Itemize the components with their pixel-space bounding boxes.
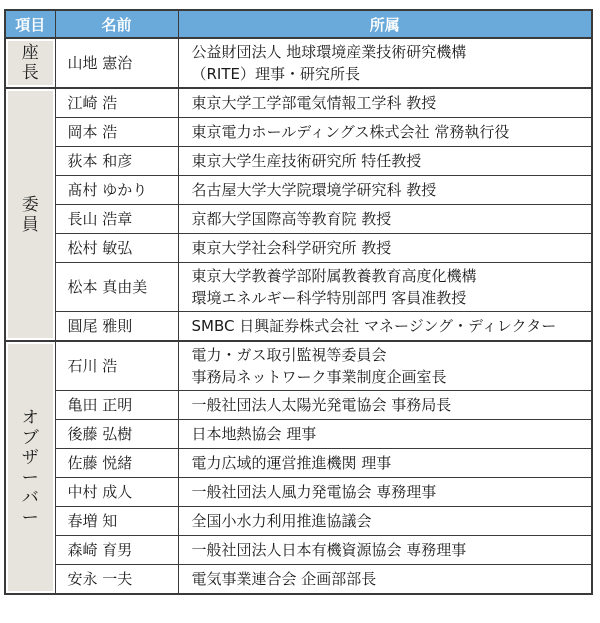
member-name: 石川 浩 [55,341,178,391]
table-row [5,391,592,420]
member-affiliation: 東京電力ホールディングス株式会社 常務執行役 [178,118,592,147]
table-row [5,478,592,507]
member-affiliation: 全国小水力利用推進協議会 [178,507,592,536]
member-name: 亀田 正明 [55,391,178,420]
member-name: 松村 敏弘 [55,234,178,263]
member-affiliation: 一般社団法人風力発電協会 専務理事 [178,478,592,507]
member-name: 中村 成人 [55,478,178,507]
member-name: 岡本 浩 [55,118,178,147]
group-label-observers: オブザーバー [5,341,55,594]
member-affiliation: 電気事業連合会 企画部部長 [178,565,592,595]
header-name: 名前 [55,10,178,38]
committee-member-table [4,9,593,595]
member-name: 松本 真由美 [55,263,178,312]
member-name: 後藤 弘樹 [55,420,178,449]
table-row [5,234,592,263]
member-affiliation: 東京大学教養学部附属教養教育高度化機構 環境エネルギー科学特別部門 客員准教授 [178,263,592,312]
member-affiliation: 東京大学工学部電気情報工学科 教授 [178,88,592,118]
table-row [5,205,592,234]
member-affiliation: 電力・ガス取引監視等委員会 事務局ネットワーク事業制度企画室長 [178,341,592,391]
member-name: 江崎 浩 [55,88,178,118]
table-row [5,341,592,391]
header-affiliation: 所属 [178,10,592,38]
table-row [5,176,592,205]
member-affiliation: 公益財団法人 地球環境産業技術研究機構 （RITE）理事・研究所長 [178,38,592,88]
table-row [5,536,592,565]
member-affiliation: 一般社団法人太陽光発電協会 事務局長 [178,391,592,420]
member-name: 安永 一夫 [55,565,178,595]
table-row [5,118,592,147]
member-name: 春増 知 [55,507,178,536]
table-row [5,88,592,118]
table-row [5,565,592,595]
table-row [5,38,592,88]
member-name: 森崎 育男 [55,536,178,565]
member-name: 圓尾 雅則 [55,312,178,342]
group-label-members: 委員 [5,88,55,341]
member-affiliation: 名古屋大学大学院環境学研究科 教授 [178,176,592,205]
member-affiliation: 京都大学国際高等教育院 教授 [178,205,592,234]
table-row [5,147,592,176]
member-affiliation: SMBC 日興証券株式会社 マネージング・ディレクター [178,312,592,342]
member-name: 山地 憲治 [55,38,178,88]
table-row [5,420,592,449]
table-row [5,449,592,478]
member-name: 髙村 ゆかり [55,176,178,205]
member-affiliation: 電力広域的運営推進機関 理事 [178,449,592,478]
member-affiliation: 一般社団法人日本有機資源協会 専務理事 [178,536,592,565]
table-row [5,312,592,342]
member-affiliation: 東京大学社会科学研究所 教授 [178,234,592,263]
table-row [5,507,592,536]
member-affiliation: 東京大学生産技術研究所 特任教授 [178,147,592,176]
table-row [5,263,592,312]
member-name: 荻本 和彦 [55,147,178,176]
header-row [5,10,592,38]
member-name: 佐藤 悦緒 [55,449,178,478]
member-name: 長山 浩章 [55,205,178,234]
header-group: 項目 [5,10,55,38]
group-label-chair: 座長 [5,38,55,88]
member-affiliation: 日本地熱協会 理事 [178,420,592,449]
